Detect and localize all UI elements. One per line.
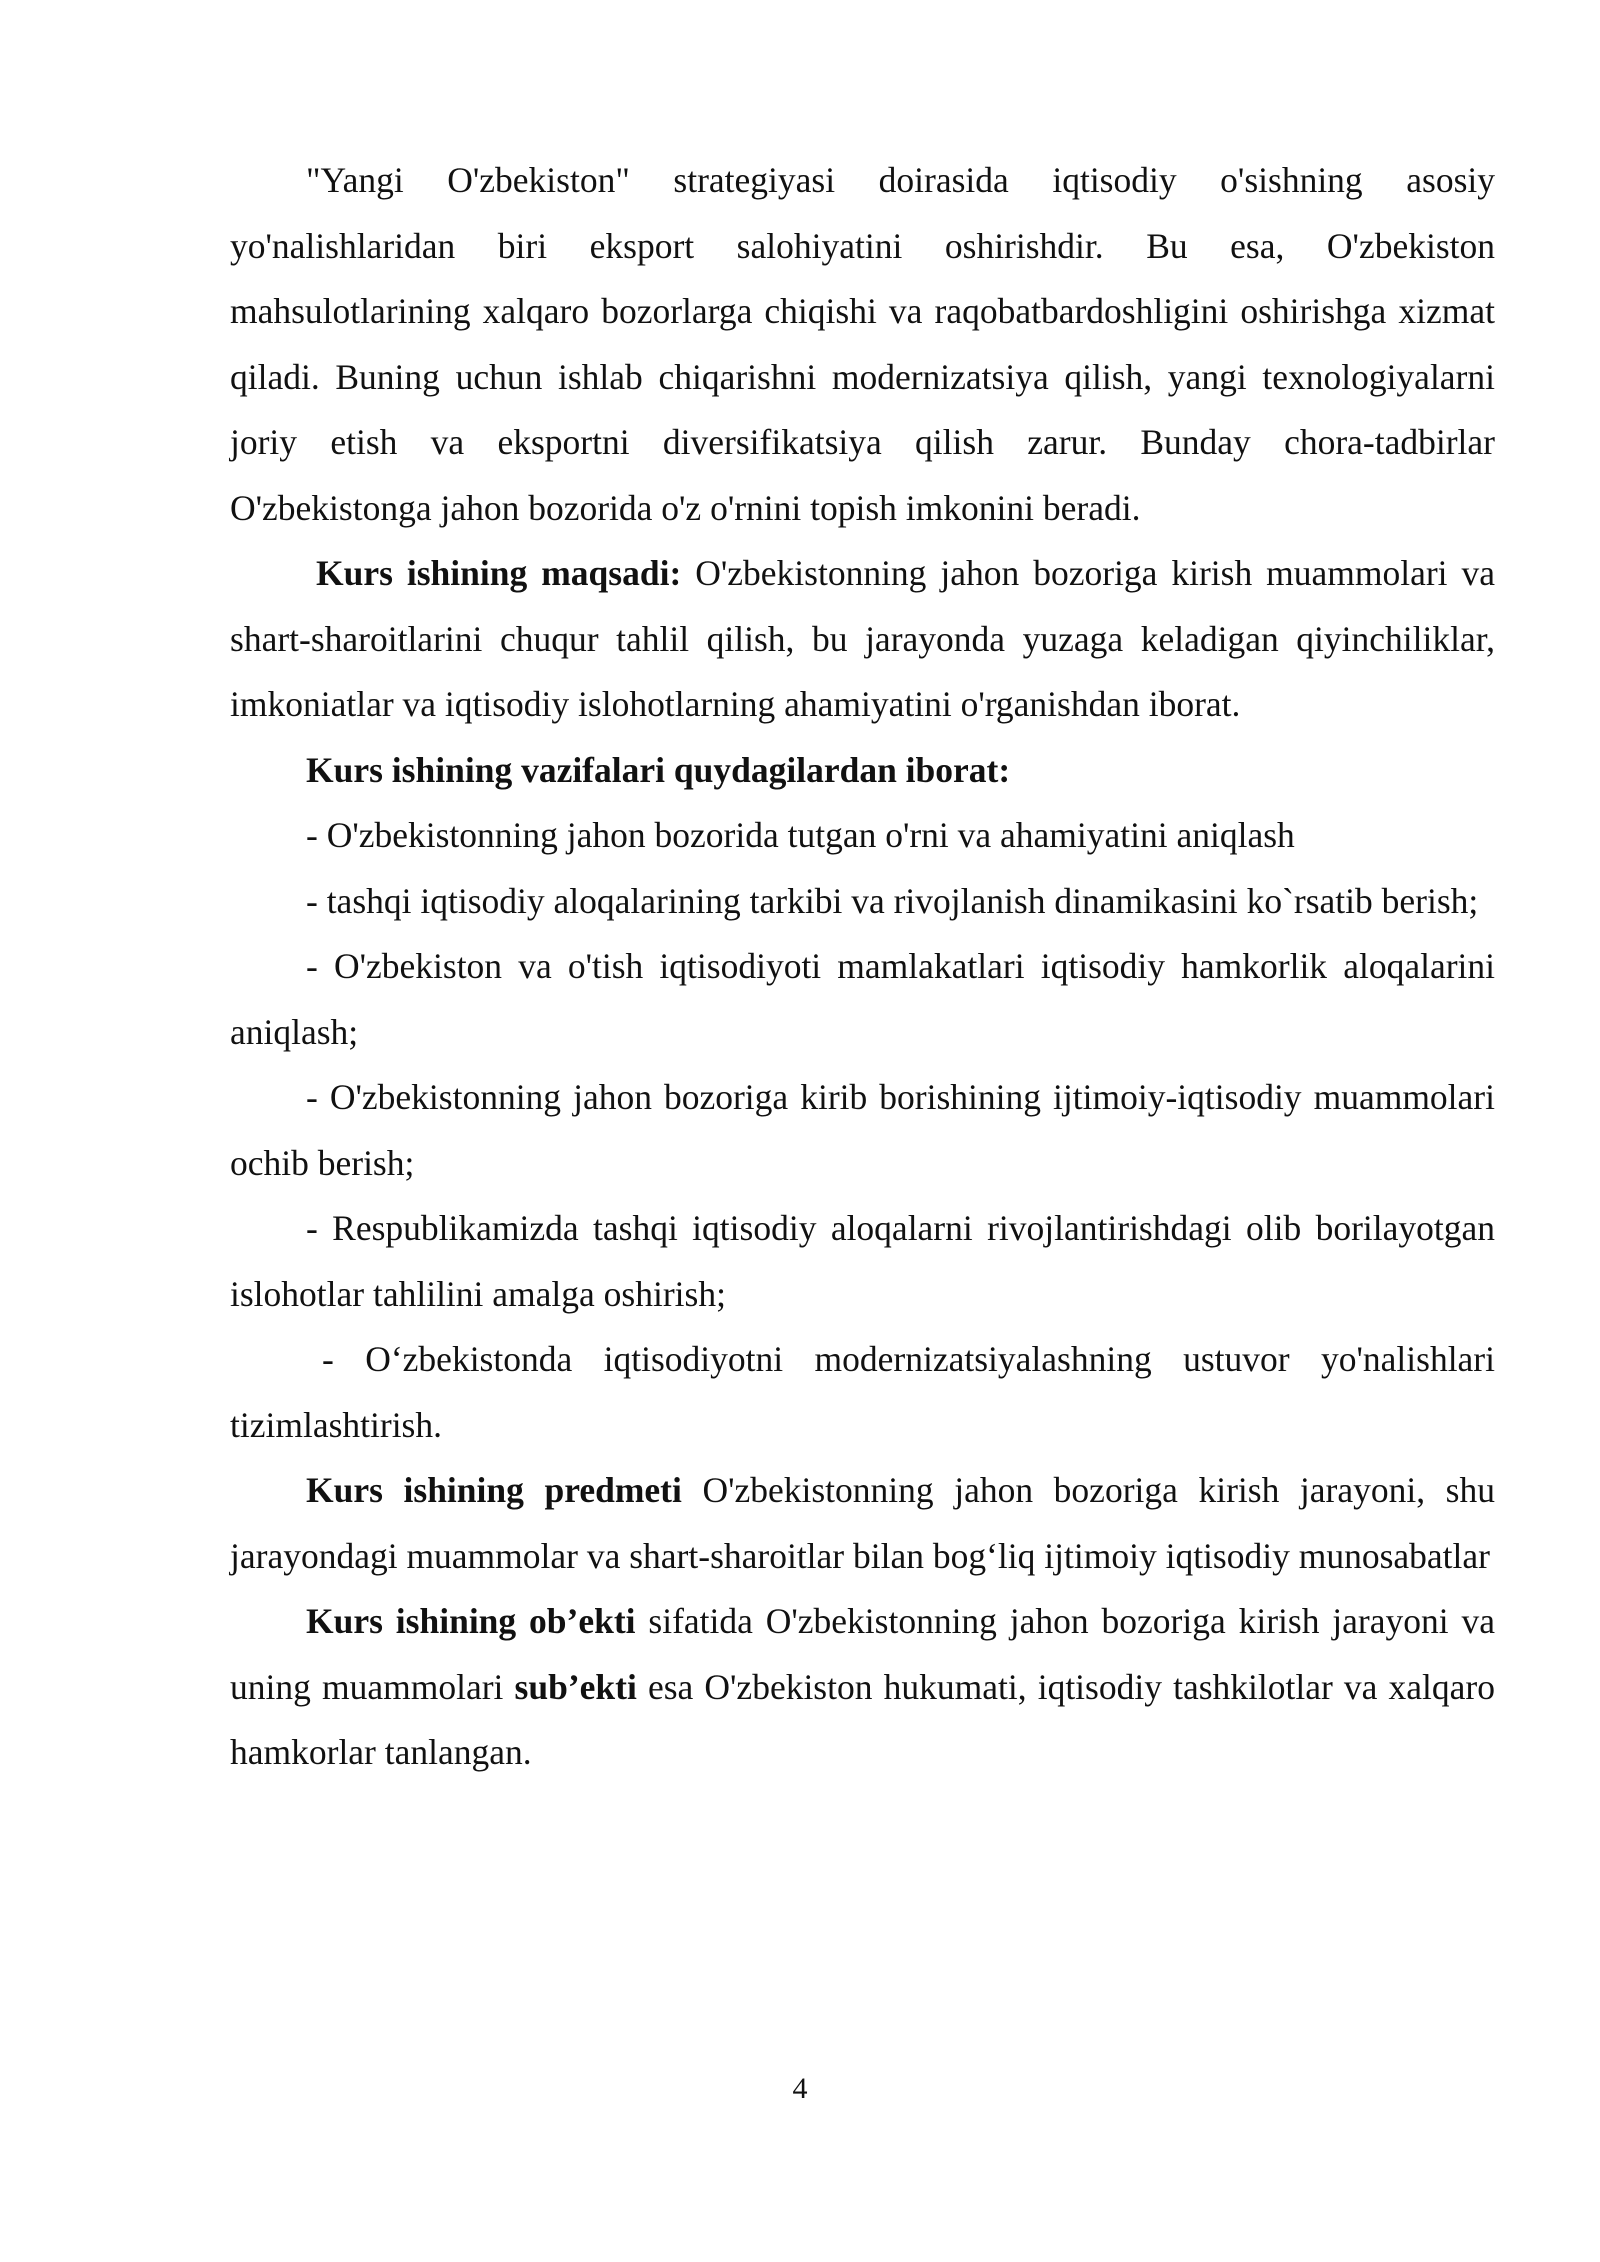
paragraph-object [230, 1589, 1495, 1786]
paragraph-text: "Yangi O'zbekiston" strategiyasi doirasida iqtisodiy o'sishning asosiy yo'nalishlaridan biri eksport salohiyatini oshirishdir. Bu esa, O'zbekiston mahsulotlarining xalqaro bozorlarga chiqishi va raqobatbardoshligini oshirishga xizmat qiladi. Buning uchun ishlab chiqarishni modernizatsiya qilish, yangi texnologiyalarni joriy etish va eksportni diversifikatsiya qilish zarur. Bunday chora-tadbirlar O'zbekistonga jahon bozorida o'z o'rnini topish imkonini beradi. [230, 160, 1495, 528]
list-item-text: - Respublikamizda tashqi iqtisodiy aloqalarni rivojlantirishdagi olib borilayotgan islohotlar tahlilini amalga oshirish; [230, 1208, 1495, 1314]
page-number: 4 [792, 2072, 808, 2105]
task-item-5 [230, 1196, 1495, 1327]
paragraph-subject [230, 1458, 1495, 1589]
paragraph-text: O'zbekistonning jahon bozoriga kirish muammolari va shart-sharoitlarini chuqur tahlil qilish, bu jarayonda yuzaga keladigan qiyinchiliklar, imkoniatlar va iqtisodiy islohotlarning ahamiyatini o'rganishdan iborat. [230, 553, 1496, 724]
task-item-1 [230, 803, 1495, 869]
document-body [230, 148, 1495, 1786]
task-item-2 [230, 869, 1495, 935]
paragraph-tasks-heading [230, 738, 1495, 804]
tasks-heading: Kurs ishining vazifalari quydagilardan iborat: [306, 749, 1011, 790]
list-item-text: - O'zbekistonning jahon bozorida tutgan o'rni va ahamiyatini aniqlash [306, 815, 1295, 855]
paragraph-goal [230, 541, 1495, 738]
object-heading: Kurs ishining ob’ekti [306, 1601, 636, 1641]
subject-entity-label: sub’ekti [514, 1666, 637, 1707]
paragraph-intro [230, 148, 1495, 541]
task-item-6 [230, 1327, 1495, 1458]
list-item-text: - O'zbekistonning jahon bozoriga kirib borishining ijtimoiy-iqtisodiy muammolari ochib berish; [230, 1077, 1495, 1183]
subject-heading: Kurs ishining predmeti [306, 1470, 682, 1510]
list-item-text: - O‘zbekistonda iqtisodiyotni modernizatsiyalashning ustuvor yo'nalishlari tizimlashtirish. [230, 1339, 1495, 1445]
task-item-3 [230, 934, 1495, 1065]
list-item-text: - O'zbekiston va o'tish iqtisodiyoti mamlakatlari iqtisodiy hamkorlik aloqalarini aniqlash; [230, 946, 1495, 1052]
goal-heading: Kurs ishining maqsadi: [316, 553, 682, 593]
paragraph-text: sifatida O'zbekistonning jahon bozoriga kirish jarayoni va uning muammolari [230, 1601, 1495, 1707]
paragraph-text: O'zbekistonning jahon bozoriga kirish jarayoni, shu jarayondagi muammolar va shart-sharoitlar bilan bog‘liq ijtimoiy iqtisodiy munosabatlar [230, 1470, 1495, 1576]
list-item-text: - tashqi iqtisodiy aloqalarining tarkibi va rivojlanish dinamikasini ko`rsatib berish; [306, 880, 1479, 921]
paragraph-text: esa O'zbekiston hukumati, iqtisodiy tashkilotlar va xalqaro hamkorlar tanlangan. [230, 1666, 1496, 1772]
task-item-4 [230, 1065, 1495, 1196]
